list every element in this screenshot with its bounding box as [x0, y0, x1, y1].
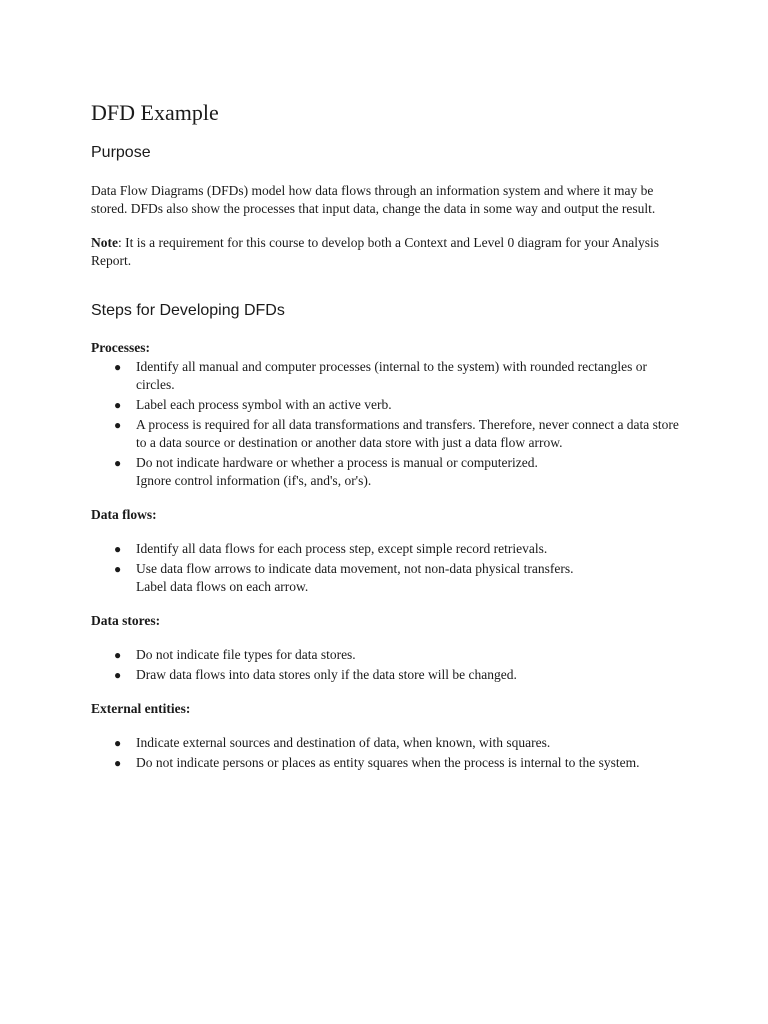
external-entities-list: [91, 734, 681, 772]
bullet-icon: ●: [114, 360, 122, 374]
note-text: : It is a requirement for this course to develop both a Context and Level 0 diagram for your Analysis Report.: [91, 235, 659, 268]
document-title: DFD Example: [91, 100, 219, 125]
list-continuation: Ignore control information (if's, and's, or's).: [136, 473, 372, 488]
bullet-icon: ●: [114, 398, 122, 412]
list-item: ● Do not indicate file types for data stores.: [114, 647, 356, 662]
note-paragraph: [91, 234, 681, 270]
list-item: ● Use data flow arrows to indicate data movement, not non-data physical transfers.: [114, 561, 574, 576]
bullet-icon: ●: [114, 562, 122, 576]
bullet-icon: ●: [114, 736, 122, 750]
bullet-icon: ●: [114, 668, 122, 682]
bullet-icon: ●: [114, 756, 122, 770]
bullet-icon: ●: [114, 418, 122, 432]
bullet-icon: ●: [114, 456, 122, 470]
list-item: ● Do not indicate persons or places as entity squares when the process is internal to the system.: [114, 755, 640, 770]
list-continuation: Label data flows on each arrow.: [136, 579, 309, 594]
list-item: ● Draw data flows into data stores only if the data store will be changed.: [114, 667, 517, 682]
data-stores-list: [91, 646, 681, 684]
list-item: ● Do not indicate hardware or whether a process is manual or computerized.: [114, 455, 538, 470]
data-flows-list: [91, 540, 681, 596]
list-item: ● Identify all data flows for each process step, except simple record retrievals.: [114, 541, 548, 556]
list-item: ● Label each process symbol with an active verb.: [114, 397, 392, 412]
bullet-icon: ●: [114, 648, 122, 662]
list-item: ● A process is required for all data transformations and transfers. Therefore, never connect a data store to a data source or destination or another data store with just a data flow arrow.: [114, 417, 679, 450]
external-entities-label: External entities:: [91, 701, 191, 716]
processes-list: [91, 358, 681, 490]
purpose-paragraph: Data Flow Diagrams (DFDs) model how data flows through an information system and where it may be stored. DFDs also show the processes that input data, change the data in some way and output the result.: [91, 183, 656, 216]
document-page: [91, 98, 681, 774]
data-stores-label: Data stores:: [91, 613, 161, 628]
note-label: Note: [91, 235, 118, 250]
steps-heading: Steps for Developing DFDs: [91, 302, 285, 319]
list-item: ● Identify all manual and computer processes (internal to the system) with rounded rectangles or circles.: [114, 359, 647, 392]
purpose-heading: Purpose: [91, 144, 151, 161]
data-flows-label: Data flows:: [91, 507, 157, 522]
list-item: ● Indicate external sources and destination of data, when known, with squares.: [114, 735, 551, 750]
processes-label: Processes:: [91, 340, 150, 355]
bullet-icon: ●: [114, 542, 122, 556]
